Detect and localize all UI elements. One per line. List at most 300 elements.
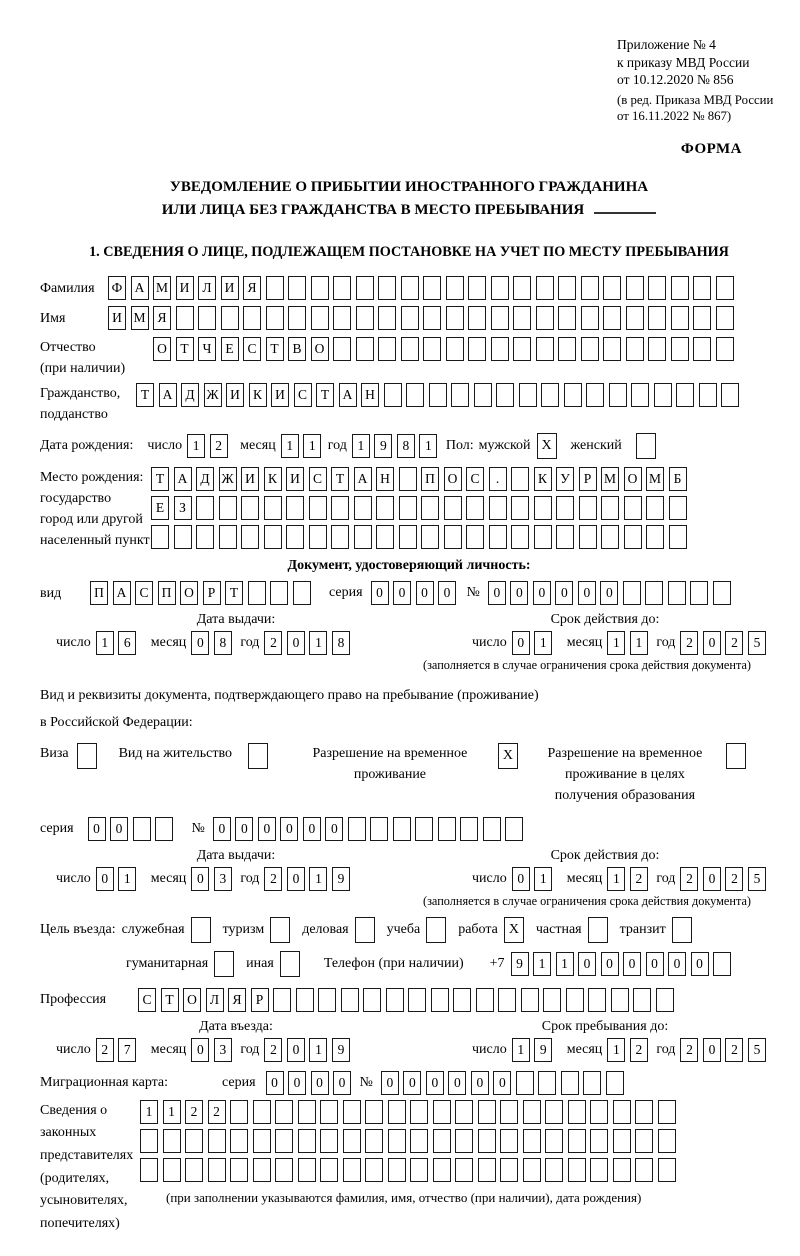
char-cell[interactable] bbox=[253, 1100, 271, 1124]
purpose-business-checkbox[interactable] bbox=[191, 917, 211, 943]
char-cell[interactable] bbox=[590, 1158, 608, 1182]
char-cell[interactable] bbox=[451, 383, 469, 407]
char-cell[interactable]: 2 bbox=[630, 1038, 648, 1062]
char-cell[interactable] bbox=[603, 276, 621, 300]
char-cell[interactable]: Б bbox=[669, 467, 687, 491]
char-cell[interactable] bbox=[399, 525, 417, 549]
char-cell[interactable] bbox=[376, 525, 394, 549]
char-cell[interactable] bbox=[603, 306, 621, 330]
char-cell[interactable] bbox=[455, 1129, 473, 1153]
char-cell[interactable] bbox=[286, 525, 304, 549]
char-cell[interactable] bbox=[534, 496, 552, 520]
char-cell[interactable]: Т bbox=[331, 467, 349, 491]
char-cell[interactable]: 1 bbox=[140, 1100, 158, 1124]
char-cell[interactable] bbox=[399, 496, 417, 520]
char-cell[interactable] bbox=[243, 306, 261, 330]
char-cell[interactable]: Ж bbox=[204, 383, 222, 407]
char-cell[interactable] bbox=[185, 1129, 203, 1153]
char-cell[interactable] bbox=[230, 1100, 248, 1124]
char-cell[interactable] bbox=[376, 496, 394, 520]
char-cell[interactable] bbox=[581, 337, 599, 361]
char-cell[interactable] bbox=[288, 276, 306, 300]
char-cell[interactable] bbox=[388, 1158, 406, 1182]
char-cell[interactable] bbox=[421, 496, 439, 520]
char-cell[interactable]: 0 bbox=[578, 581, 596, 605]
char-cell[interactable] bbox=[415, 817, 433, 841]
char-cell[interactable] bbox=[468, 276, 486, 300]
purpose-private-checkbox[interactable] bbox=[588, 917, 608, 943]
char-cell[interactable]: 0 bbox=[258, 817, 276, 841]
char-cell[interactable]: 0 bbox=[471, 1071, 489, 1095]
char-cell[interactable] bbox=[489, 525, 507, 549]
char-cell[interactable] bbox=[545, 1129, 563, 1153]
char-cell[interactable] bbox=[399, 467, 417, 491]
char-cell[interactable] bbox=[410, 1100, 428, 1124]
char-cell[interactable]: Е bbox=[151, 496, 169, 520]
char-cell[interactable] bbox=[198, 306, 216, 330]
char-cell[interactable] bbox=[354, 496, 372, 520]
char-cell[interactable] bbox=[590, 1129, 608, 1153]
char-cell[interactable] bbox=[370, 817, 388, 841]
char-cell[interactable] bbox=[626, 276, 644, 300]
char-cell[interactable] bbox=[196, 525, 214, 549]
char-cell[interactable] bbox=[388, 1100, 406, 1124]
char-cell[interactable] bbox=[341, 988, 359, 1012]
char-cell[interactable]: 3 bbox=[214, 867, 232, 891]
char-cell[interactable] bbox=[431, 988, 449, 1012]
char-cell[interactable] bbox=[523, 1129, 541, 1153]
char-cell[interactable] bbox=[568, 1158, 586, 1182]
char-cell[interactable] bbox=[423, 337, 441, 361]
char-cell[interactable] bbox=[423, 276, 441, 300]
char-cell[interactable] bbox=[406, 383, 424, 407]
char-cell[interactable] bbox=[491, 306, 509, 330]
char-cell[interactable] bbox=[613, 1100, 631, 1124]
temporary-residence-education-checkbox[interactable] bbox=[726, 743, 746, 769]
char-cell[interactable]: 0 bbox=[287, 1038, 305, 1062]
char-cell[interactable]: И bbox=[271, 383, 289, 407]
char-cell[interactable] bbox=[676, 383, 694, 407]
char-cell[interactable] bbox=[478, 1158, 496, 1182]
char-cell[interactable] bbox=[401, 276, 419, 300]
char-cell[interactable]: А bbox=[131, 276, 149, 300]
char-cell[interactable]: И bbox=[108, 306, 126, 330]
char-cell[interactable]: 0 bbox=[668, 952, 686, 976]
temporary-residence-checkbox[interactable]: X bbox=[498, 743, 518, 769]
purpose-humanitarian-checkbox[interactable] bbox=[214, 951, 234, 977]
char-cell[interactable] bbox=[586, 383, 604, 407]
char-cell[interactable]: И bbox=[221, 276, 239, 300]
char-cell[interactable]: 2 bbox=[210, 434, 228, 458]
char-cell[interactable] bbox=[378, 306, 396, 330]
char-cell[interactable]: 0 bbox=[493, 1071, 511, 1095]
char-cell[interactable]: А bbox=[113, 581, 131, 605]
char-cell[interactable] bbox=[635, 1158, 653, 1182]
char-cell[interactable]: 0 bbox=[555, 581, 573, 605]
char-cell[interactable] bbox=[163, 1129, 181, 1153]
char-cell[interactable]: 1 bbox=[96, 631, 114, 655]
char-cell[interactable] bbox=[483, 817, 501, 841]
char-cell[interactable] bbox=[264, 525, 282, 549]
char-cell[interactable] bbox=[648, 337, 666, 361]
char-cell[interactable] bbox=[365, 1129, 383, 1153]
char-cell[interactable] bbox=[648, 306, 666, 330]
char-cell[interactable] bbox=[388, 1129, 406, 1153]
char-cell[interactable] bbox=[333, 337, 351, 361]
visa-checkbox[interactable] bbox=[77, 743, 97, 769]
char-cell[interactable]: Д bbox=[181, 383, 199, 407]
char-cell[interactable]: 0 bbox=[110, 817, 128, 841]
char-cell[interactable]: Л bbox=[206, 988, 224, 1012]
char-cell[interactable] bbox=[474, 383, 492, 407]
char-cell[interactable]: В bbox=[288, 337, 306, 361]
char-cell[interactable] bbox=[343, 1129, 361, 1153]
char-cell[interactable]: С bbox=[294, 383, 312, 407]
char-cell[interactable]: А bbox=[159, 383, 177, 407]
char-cell[interactable]: Т bbox=[316, 383, 334, 407]
purpose-commercial-checkbox[interactable] bbox=[355, 917, 375, 943]
char-cell[interactable] bbox=[606, 1071, 624, 1095]
char-cell[interactable] bbox=[460, 817, 478, 841]
char-cell[interactable] bbox=[536, 276, 554, 300]
char-cell[interactable] bbox=[309, 496, 327, 520]
char-cell[interactable]: Я bbox=[243, 276, 261, 300]
char-cell[interactable] bbox=[581, 276, 599, 300]
char-cell[interactable] bbox=[219, 525, 237, 549]
char-cell[interactable]: С bbox=[309, 467, 327, 491]
char-cell[interactable] bbox=[320, 1100, 338, 1124]
char-cell[interactable]: Т bbox=[151, 467, 169, 491]
char-cell[interactable] bbox=[438, 817, 456, 841]
char-cell[interactable]: О bbox=[624, 467, 642, 491]
char-cell[interactable] bbox=[519, 383, 537, 407]
char-cell[interactable]: 1 bbox=[419, 434, 437, 458]
char-cell[interactable] bbox=[646, 496, 664, 520]
char-cell[interactable]: 0 bbox=[691, 952, 709, 976]
char-cell[interactable]: 1 bbox=[534, 867, 552, 891]
char-cell[interactable]: 2 bbox=[96, 1038, 114, 1062]
char-cell[interactable] bbox=[288, 306, 306, 330]
char-cell[interactable] bbox=[331, 496, 349, 520]
char-cell[interactable] bbox=[176, 306, 194, 330]
char-cell[interactable]: 0 bbox=[325, 817, 343, 841]
char-cell[interactable]: 0 bbox=[533, 581, 551, 605]
char-cell[interactable] bbox=[318, 988, 336, 1012]
char-cell[interactable] bbox=[669, 525, 687, 549]
char-cell[interactable]: С bbox=[243, 337, 261, 361]
char-cell[interactable]: Т bbox=[176, 337, 194, 361]
char-cell[interactable] bbox=[500, 1129, 518, 1153]
char-cell[interactable] bbox=[208, 1129, 226, 1153]
gender-male-checkbox[interactable]: X bbox=[537, 433, 557, 459]
char-cell[interactable]: 0 bbox=[191, 867, 209, 891]
char-cell[interactable] bbox=[468, 306, 486, 330]
char-cell[interactable] bbox=[365, 1158, 383, 1182]
char-cell[interactable] bbox=[538, 1071, 556, 1095]
char-cell[interactable] bbox=[320, 1158, 338, 1182]
char-cell[interactable] bbox=[491, 276, 509, 300]
char-cell[interactable] bbox=[163, 1158, 181, 1182]
char-cell[interactable]: 9 bbox=[534, 1038, 552, 1062]
char-cell[interactable] bbox=[626, 306, 644, 330]
char-cell[interactable]: 0 bbox=[191, 1038, 209, 1062]
char-cell[interactable] bbox=[455, 1158, 473, 1182]
char-cell[interactable] bbox=[561, 1071, 579, 1095]
char-cell[interactable]: 7 bbox=[118, 1038, 136, 1062]
char-cell[interactable] bbox=[311, 276, 329, 300]
char-cell[interactable] bbox=[230, 1129, 248, 1153]
char-cell[interactable] bbox=[513, 337, 531, 361]
char-cell[interactable] bbox=[558, 306, 576, 330]
char-cell[interactable] bbox=[219, 496, 237, 520]
char-cell[interactable]: М bbox=[601, 467, 619, 491]
char-cell[interactable]: О bbox=[183, 988, 201, 1012]
char-cell[interactable] bbox=[611, 988, 629, 1012]
char-cell[interactable] bbox=[564, 383, 582, 407]
char-cell[interactable] bbox=[579, 525, 597, 549]
char-cell[interactable] bbox=[496, 383, 514, 407]
char-cell[interactable] bbox=[401, 337, 419, 361]
char-cell[interactable] bbox=[671, 337, 689, 361]
char-cell[interactable]: Т bbox=[136, 383, 154, 407]
char-cell[interactable]: И bbox=[286, 467, 304, 491]
char-cell[interactable] bbox=[309, 525, 327, 549]
char-cell[interactable] bbox=[633, 988, 651, 1012]
char-cell[interactable] bbox=[500, 1158, 518, 1182]
char-cell[interactable]: Т bbox=[225, 581, 243, 605]
char-cell[interactable] bbox=[363, 988, 381, 1012]
char-cell[interactable]: М bbox=[131, 306, 149, 330]
char-cell[interactable] bbox=[378, 276, 396, 300]
char-cell[interactable]: 8 bbox=[214, 631, 232, 655]
char-cell[interactable]: 5 bbox=[748, 1038, 766, 1062]
char-cell[interactable]: 1 bbox=[187, 434, 205, 458]
char-cell[interactable] bbox=[658, 1158, 676, 1182]
char-cell[interactable] bbox=[286, 496, 304, 520]
char-cell[interactable]: 0 bbox=[646, 952, 664, 976]
char-cell[interactable] bbox=[579, 496, 597, 520]
char-cell[interactable]: 0 bbox=[303, 817, 321, 841]
char-cell[interactable] bbox=[716, 276, 734, 300]
char-cell[interactable] bbox=[356, 306, 374, 330]
char-cell[interactable] bbox=[241, 525, 259, 549]
char-cell[interactable] bbox=[408, 988, 426, 1012]
char-cell[interactable]: 1 bbox=[556, 952, 574, 976]
char-cell[interactable]: Ж bbox=[219, 467, 237, 491]
char-cell[interactable] bbox=[635, 1100, 653, 1124]
char-cell[interactable] bbox=[248, 581, 266, 605]
char-cell[interactable]: 2 bbox=[630, 867, 648, 891]
char-cell[interactable]: 0 bbox=[703, 1038, 721, 1062]
char-cell[interactable] bbox=[241, 496, 259, 520]
char-cell[interactable] bbox=[645, 581, 663, 605]
char-cell[interactable]: 0 bbox=[88, 817, 106, 841]
char-cell[interactable]: Я bbox=[228, 988, 246, 1012]
char-cell[interactable] bbox=[264, 496, 282, 520]
char-cell[interactable] bbox=[253, 1129, 271, 1153]
char-cell[interactable] bbox=[133, 817, 151, 841]
char-cell[interactable]: 1 bbox=[533, 952, 551, 976]
char-cell[interactable] bbox=[713, 952, 731, 976]
char-cell[interactable] bbox=[455, 1100, 473, 1124]
char-cell[interactable] bbox=[513, 306, 531, 330]
char-cell[interactable] bbox=[410, 1129, 428, 1153]
char-cell[interactable] bbox=[648, 276, 666, 300]
char-cell[interactable] bbox=[444, 525, 462, 549]
char-cell[interactable]: 6 bbox=[118, 631, 136, 655]
char-cell[interactable]: 9 bbox=[511, 952, 529, 976]
char-cell[interactable]: 9 bbox=[332, 867, 350, 891]
char-cell[interactable]: 0 bbox=[191, 631, 209, 655]
char-cell[interactable] bbox=[365, 1100, 383, 1124]
char-cell[interactable]: 1 bbox=[512, 1038, 530, 1062]
char-cell[interactable] bbox=[476, 988, 494, 1012]
char-cell[interactable]: 0 bbox=[488, 581, 506, 605]
char-cell[interactable] bbox=[523, 1158, 541, 1182]
char-cell[interactable]: Н bbox=[376, 467, 394, 491]
char-cell[interactable]: 2 bbox=[264, 631, 282, 655]
char-cell[interactable] bbox=[568, 1100, 586, 1124]
char-cell[interactable]: 0 bbox=[381, 1071, 399, 1095]
char-cell[interactable] bbox=[266, 306, 284, 330]
char-cell[interactable]: А bbox=[354, 467, 372, 491]
char-cell[interactable] bbox=[298, 1158, 316, 1182]
char-cell[interactable]: 0 bbox=[266, 1071, 284, 1095]
char-cell[interactable]: 0 bbox=[578, 952, 596, 976]
char-cell[interactable] bbox=[354, 525, 372, 549]
char-cell[interactable] bbox=[429, 383, 447, 407]
char-cell[interactable] bbox=[343, 1100, 361, 1124]
char-cell[interactable] bbox=[444, 496, 462, 520]
char-cell[interactable] bbox=[270, 581, 288, 605]
gender-female-checkbox[interactable] bbox=[636, 433, 656, 459]
char-cell[interactable] bbox=[356, 337, 374, 361]
char-cell[interactable] bbox=[384, 383, 402, 407]
char-cell[interactable] bbox=[646, 525, 664, 549]
char-cell[interactable]: 1 bbox=[607, 631, 625, 655]
char-cell[interactable] bbox=[623, 581, 641, 605]
purpose-transit-checkbox[interactable] bbox=[672, 917, 692, 943]
char-cell[interactable] bbox=[669, 496, 687, 520]
char-cell[interactable]: 0 bbox=[703, 867, 721, 891]
char-cell[interactable]: 2 bbox=[264, 1038, 282, 1062]
char-cell[interactable] bbox=[536, 306, 554, 330]
char-cell[interactable]: П bbox=[421, 467, 439, 491]
purpose-work-checkbox[interactable]: X bbox=[504, 917, 524, 943]
char-cell[interactable] bbox=[273, 988, 291, 1012]
char-cell[interactable]: Р bbox=[203, 581, 221, 605]
char-cell[interactable]: 0 bbox=[403, 1071, 421, 1095]
char-cell[interactable]: 0 bbox=[288, 1071, 306, 1095]
char-cell[interactable]: З bbox=[174, 496, 192, 520]
purpose-other-checkbox[interactable] bbox=[280, 951, 300, 977]
char-cell[interactable] bbox=[466, 496, 484, 520]
char-cell[interactable]: С bbox=[135, 581, 153, 605]
char-cell[interactable]: 1 bbox=[118, 867, 136, 891]
char-cell[interactable]: 0 bbox=[601, 952, 619, 976]
char-cell[interactable]: 1 bbox=[281, 434, 299, 458]
char-cell[interactable]: 3 bbox=[214, 1038, 232, 1062]
char-cell[interactable] bbox=[208, 1158, 226, 1182]
char-cell[interactable] bbox=[671, 276, 689, 300]
char-cell[interactable] bbox=[433, 1100, 451, 1124]
char-cell[interactable]: 5 bbox=[748, 631, 766, 655]
char-cell[interactable] bbox=[311, 306, 329, 330]
char-cell[interactable]: 1 bbox=[303, 434, 321, 458]
char-cell[interactable]: К bbox=[264, 467, 282, 491]
char-cell[interactable] bbox=[716, 337, 734, 361]
char-cell[interactable] bbox=[556, 496, 574, 520]
residence-permit-checkbox[interactable] bbox=[248, 743, 268, 769]
char-cell[interactable]: 2 bbox=[725, 867, 743, 891]
char-cell[interactable] bbox=[690, 581, 708, 605]
char-cell[interactable] bbox=[293, 581, 311, 605]
char-cell[interactable]: 0 bbox=[213, 817, 231, 841]
char-cell[interactable]: 0 bbox=[280, 817, 298, 841]
char-cell[interactable] bbox=[556, 525, 574, 549]
char-cell[interactable]: К bbox=[249, 383, 267, 407]
char-cell[interactable]: 0 bbox=[333, 1071, 351, 1095]
char-cell[interactable]: 0 bbox=[448, 1071, 466, 1095]
char-cell[interactable] bbox=[713, 581, 731, 605]
char-cell[interactable] bbox=[521, 988, 539, 1012]
char-cell[interactable] bbox=[401, 306, 419, 330]
char-cell[interactable]: П bbox=[158, 581, 176, 605]
char-cell[interactable]: 2 bbox=[725, 631, 743, 655]
char-cell[interactable] bbox=[446, 276, 464, 300]
char-cell[interactable] bbox=[631, 383, 649, 407]
char-cell[interactable]: 0 bbox=[96, 867, 114, 891]
char-cell[interactable]: О bbox=[180, 581, 198, 605]
char-cell[interactable] bbox=[320, 1129, 338, 1153]
char-cell[interactable]: 1 bbox=[309, 1038, 327, 1062]
char-cell[interactable]: 0 bbox=[416, 581, 434, 605]
char-cell[interactable] bbox=[298, 1129, 316, 1153]
char-cell[interactable] bbox=[513, 276, 531, 300]
char-cell[interactable] bbox=[196, 496, 214, 520]
char-cell[interactable] bbox=[348, 817, 366, 841]
char-cell[interactable]: С bbox=[466, 467, 484, 491]
char-cell[interactable] bbox=[468, 337, 486, 361]
char-cell[interactable] bbox=[624, 496, 642, 520]
char-cell[interactable] bbox=[433, 1158, 451, 1182]
char-cell[interactable]: 2 bbox=[680, 631, 698, 655]
char-cell[interactable] bbox=[423, 306, 441, 330]
char-cell[interactable]: У bbox=[556, 467, 574, 491]
char-cell[interactable] bbox=[558, 276, 576, 300]
char-cell[interactable] bbox=[693, 337, 711, 361]
char-cell[interactable] bbox=[658, 1100, 676, 1124]
char-cell[interactable] bbox=[721, 383, 739, 407]
char-cell[interactable]: Д bbox=[196, 467, 214, 491]
char-cell[interactable]: 8 bbox=[397, 434, 415, 458]
char-cell[interactable]: О bbox=[311, 337, 329, 361]
char-cell[interactable]: 1 bbox=[607, 1038, 625, 1062]
char-cell[interactable]: И bbox=[226, 383, 244, 407]
char-cell[interactable]: Т bbox=[266, 337, 284, 361]
char-cell[interactable]: Т bbox=[161, 988, 179, 1012]
char-cell[interactable]: Л bbox=[198, 276, 216, 300]
char-cell[interactable] bbox=[151, 525, 169, 549]
char-cell[interactable]: М bbox=[646, 467, 664, 491]
char-cell[interactable] bbox=[478, 1100, 496, 1124]
char-cell[interactable]: 1 bbox=[309, 867, 327, 891]
char-cell[interactable]: 0 bbox=[311, 1071, 329, 1095]
char-cell[interactable] bbox=[613, 1129, 631, 1153]
char-cell[interactable]: 1 bbox=[352, 434, 370, 458]
char-cell[interactable] bbox=[603, 337, 621, 361]
char-cell[interactable] bbox=[253, 1158, 271, 1182]
